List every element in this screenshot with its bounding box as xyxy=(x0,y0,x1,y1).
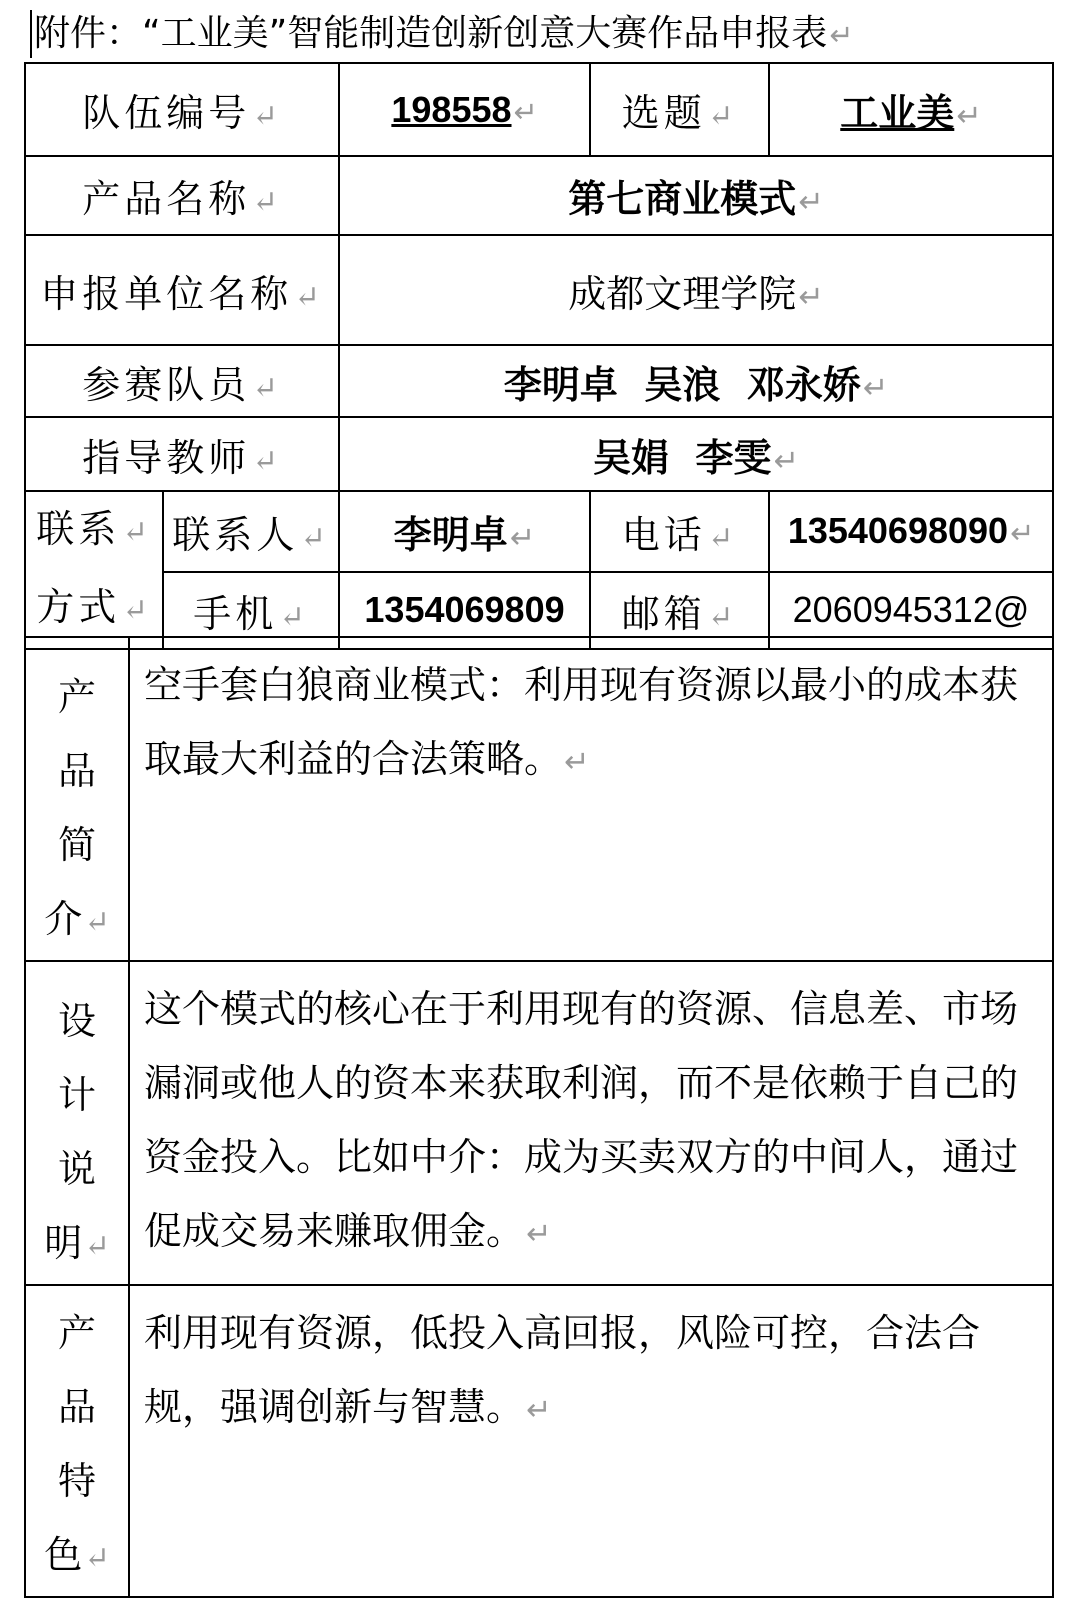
contact-label-cell: 联系↵ 方式↵ xyxy=(25,491,163,649)
phone-value: 13540698090 xyxy=(787,510,1009,552)
members-value: 李明卓 吴浪 邓永娇 xyxy=(503,362,861,407)
team-number-cell[interactable]: 198558↵ xyxy=(339,63,590,156)
text-cursor xyxy=(30,10,32,58)
unit-name-value: 成都文理学院 xyxy=(568,271,797,316)
advisors-label-cell: 指导教师↵ xyxy=(25,417,339,491)
design-text-cell[interactable]: 这个模式的核心在于利用现有的资源、信息差、市场漏洞或他人的资本来获取利润，而不是依赖于自己的资金投入。比如中介：成为买卖双方的中间人，通过促成交易来赚取佣金。↵ xyxy=(129,961,1053,1285)
table-row xyxy=(25,417,1053,491)
table-row xyxy=(25,491,1053,572)
members-label-cell: 参赛队员↵ xyxy=(25,345,339,417)
phone-cell[interactable]: 13540698090↵ xyxy=(769,491,1053,572)
team-number-value: 198558 xyxy=(391,88,512,130)
table-row xyxy=(25,63,1053,156)
description-table xyxy=(24,636,1054,1598)
features-label-char-2: 品 xyxy=(57,1385,96,1429)
table-row xyxy=(25,345,1053,417)
design-label-char-4: 明 xyxy=(44,1221,83,1265)
members-cell[interactable]: 李明卓 吴浪 邓永娇↵ xyxy=(339,345,1053,417)
intro-label-char-4: 介 xyxy=(44,897,83,941)
features-label-cell: 产 品 特 色↵ xyxy=(25,1285,129,1597)
features-label-char-3: 特 xyxy=(57,1459,96,1503)
mobile-label-cell: 手机↵ xyxy=(163,572,339,649)
product-name-value: 第七商业模式 xyxy=(568,177,797,221)
contact-person-value: 李明卓 xyxy=(393,512,508,557)
intro-text-cell[interactable]: 空手套白狼商业模式：利用现有资源以最小的成本获取最大利益的合法策略。↵ xyxy=(129,637,1053,961)
intro-label-char-2: 品 xyxy=(57,749,96,793)
design-label-char-1: 设 xyxy=(57,999,96,1043)
email-label: 邮箱 xyxy=(621,591,706,636)
table-row xyxy=(25,637,1053,961)
design-label-cell: 设 计 说 明↵ xyxy=(25,961,129,1285)
product-name-cell[interactable]: 第七商业模式↵ xyxy=(339,156,1053,235)
team-number-label: 队伍编号 xyxy=(82,91,251,135)
advisors-value: 吴娟 李雯 xyxy=(593,435,772,480)
members-label: 参赛队员 xyxy=(82,362,251,407)
design-label-char-2: 计 xyxy=(57,1073,96,1117)
intro-label-char-1: 产 xyxy=(57,675,96,719)
contact-label-line2: 方式 xyxy=(36,585,121,629)
intro-label-cell: 产 品 简 介↵ xyxy=(25,637,129,961)
document-title xyxy=(28,8,1074,60)
topic-label: 选题 xyxy=(621,91,706,135)
contact-label-line1: 联系 xyxy=(36,507,121,551)
paragraph-mark-icon: ↵ xyxy=(829,18,854,52)
email-label-cell: 邮箱↵ xyxy=(590,572,769,649)
intro-text: 空手套白狼商业模式：利用现有资源以最小的成本获取最大利益的合法策略。 xyxy=(144,663,1019,781)
table-row xyxy=(25,235,1053,345)
application-form-table xyxy=(24,62,1054,650)
contact-person-cell[interactable]: 李明卓↵ xyxy=(339,491,590,572)
topic-value-cell[interactable]: 工业美↵ xyxy=(769,63,1053,156)
unit-name-cell[interactable]: 成都文理学院↵ xyxy=(339,235,1053,345)
phone-label: 电话 xyxy=(621,512,706,557)
design-label-char-3: 说 xyxy=(57,1147,96,1191)
features-label-char-1: 产 xyxy=(57,1311,96,1355)
topic-label-cell: 选题↵ xyxy=(590,63,769,156)
unit-name-label-cell: 申报单位名称↵ xyxy=(25,235,339,345)
mobile-label: 手机 xyxy=(193,591,278,636)
topic-value: 工业美 xyxy=(840,91,955,135)
features-text-cell[interactable]: 利用现有资源，低投入高回报，风险可控，合法合规，强调创新与智慧。↵ xyxy=(129,1285,1053,1597)
intro-label-char-3: 简 xyxy=(57,823,96,867)
table-row xyxy=(25,961,1053,1285)
product-name-label: 产品名称 xyxy=(82,177,251,221)
table-row xyxy=(25,1285,1053,1597)
contact-person-label: 联系人 xyxy=(172,512,299,557)
advisors-label: 指导教师 xyxy=(82,435,251,480)
design-text: 这个模式的核心在于利用现有的资源、信息差、市场漏洞或他人的资本来获取利润，而不是依赖于自己的资金投入。比如中介：成为买卖双方的中间人，通过促成交易来赚取佣金。 xyxy=(144,987,1019,1253)
features-text: 利用现有资源，低投入高回报，风险可控，合法合规，强调创新与智慧。 xyxy=(144,1311,981,1429)
unit-name-label: 申报单位名称 xyxy=(40,271,293,316)
mobile-value: 1354069809 xyxy=(364,589,565,631)
table-row xyxy=(25,156,1053,235)
product-name-label-cell: 产品名称↵ xyxy=(25,156,339,235)
document-title-text: 附件：“工业美”智能制造创新创意大赛作品申报表 xyxy=(34,13,828,54)
advisors-cell[interactable]: 吴娟 李雯↵ xyxy=(339,417,1053,491)
email-value: 2060945312@ xyxy=(792,589,1030,631)
contact-person-label-cell: 联系人↵ xyxy=(163,491,339,572)
features-label-char-4: 色 xyxy=(44,1533,83,1577)
phone-label-cell: 电话↵ xyxy=(590,491,769,572)
team-number-label-cell: 队伍编号↵ xyxy=(25,63,339,156)
